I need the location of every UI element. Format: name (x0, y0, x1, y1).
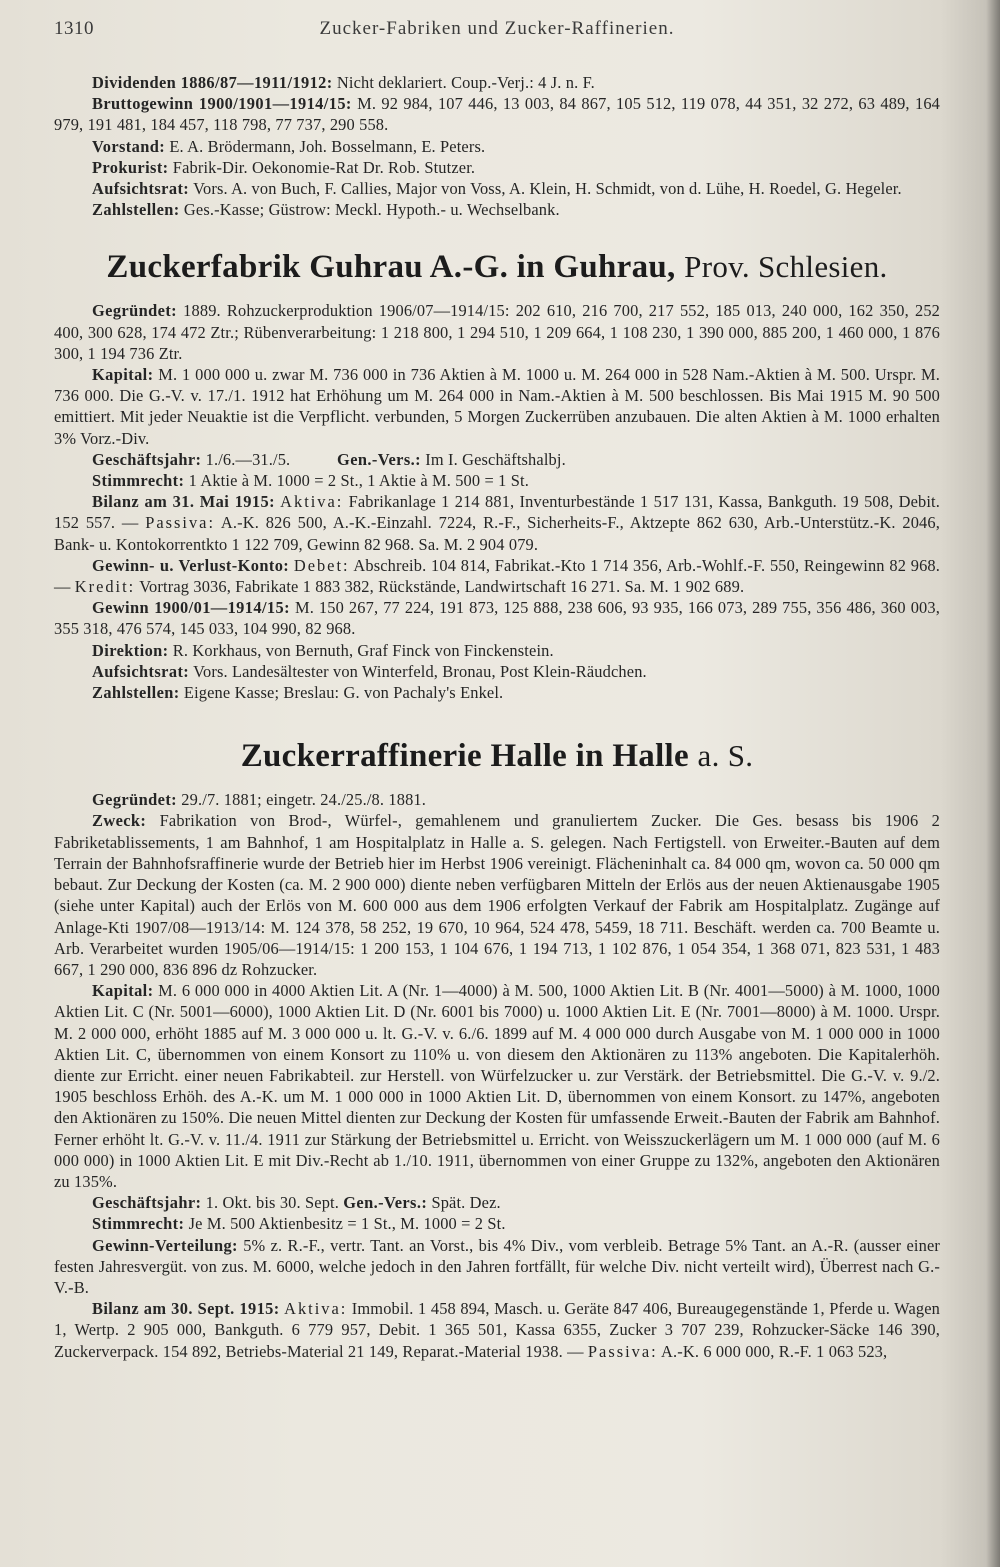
guhrau-gewinn-text: M. 150 267, 77 224, 191 873, 125 888, 238 606, 93 935, 166 073, 289 755, 356 486, 360 003, 355 318, 476 574, 145 033, 104 990, 82 968. (54, 598, 940, 639)
halle-zweck-label: Zweck: (92, 811, 147, 831)
bruttogewinn-text: M. 92 984, 107 446, 13 003, 84 867, 105 512, 119 078, 44 351, 32 272, 63 489, 164 979, 191 481, 184 457, 118 798, 77 737, 290 558. (54, 94, 941, 135)
prokurist-label: Prokurist: (92, 157, 169, 177)
halle-bilanz-paragraph (54, 1298, 940, 1362)
dividenden-paragraph (54, 72, 940, 93)
halle-stimmrecht-label: Stimmrecht: (92, 1214, 185, 1234)
guhrau-stimmrecht-label: Stimmrecht: (92, 471, 185, 491)
aufsichtsrat-label: Aufsichtsrat: (92, 179, 190, 199)
guhrau-gegruendet-paragraph (54, 300, 940, 364)
halle-gegruendet-label: Gegründet: (92, 790, 178, 810)
guhrau-stimmrecht-text: 1 Aktie à M. 1000 = 2 St., 1 Aktie à M. 500 = 1 St. (188, 471, 529, 491)
guhrau-bilanz-label: Bilanz am 31. Mai 1915: (92, 492, 275, 512)
halle-kapital-label: Kapital: (92, 981, 154, 1001)
guhrau-zahlstellen-text: Eigene Kasse; Breslau: G. von Pachaly's Enkel. (183, 683, 504, 703)
halle-stimmrecht-text: Je M. 500 Aktienbesitz = 1 St., M. 1000 = 2 St. (188, 1214, 506, 1234)
page-edge-shadow (986, 0, 1000, 1567)
vorstand-text: E. A. Brödermann, Joh. Bosselmann, E. Peters. (169, 136, 486, 156)
page-content (54, 18, 940, 1362)
halle-aktiva-word: Aktiva: (284, 1299, 348, 1319)
halle-zweck-text: Fabrikation von Brod-, Würfel-, gemahlenem und granuliertem Zucker. Die Ges. besass bis 1906 2 Fabriketablissements, 1 am Bahnhof, 1 am Hospitalplatz in Halle a. S. gelegen. Nach Fertigstell. von Erweiter.-Bauten auf dem Terrain der Bahnhofsraffinerie wurde der Betrieb hier im Herbst 1906 vereinigt. Flächeninhalt ca. 84 000 qm, wovon ca. 50 000 qm bebaut. Zur Deckung der Kosten (ca. M. 2 900 000) diente neben verfügbaren Mitteln der Erlös aus der neuen Aktienausgabe 1905 (siehe unter Kapital) auch der Erlös von M. 600 000 aus dem 1906 erfolgten Verkauf der Fabrik am Hospitalplatz. Zugänge auf Anlage-Kti 1907/08—1913/14: M. 124 378, 58 252, 19 670, 10 964, 524 478, 5459, 18 711. Beschäft. werden ca. 700 Beamte u. Arb. Verarbeitet wurden 1905/06—1914/15: 1 200 153, 1 104 676, 1 194 713, 1 102 876, 1 054 354, 1 368 071, 823 531, 1 483 667, 1 290 000, 836 896 dz Rohzucker. (54, 811, 941, 979)
halle-entry (54, 789, 940, 1361)
guhrau-passiva-word: Passiva: (145, 513, 216, 533)
guhrau-aktiva-word: Aktiva: (280, 492, 344, 512)
halle-passiva-text: A.-K. 6 000 000, R.-F. 1 063 523, (661, 1341, 888, 1361)
guhrau-geschaeftsjahr-paragraph (54, 449, 940, 470)
halle-kapital-paragraph (54, 980, 940, 1192)
guhrau-geschaeftsjahr-text: 1./6.—31./5. (205, 449, 291, 469)
guhrau-zahlstellen-paragraph (54, 682, 940, 703)
company-title-guhrau (54, 248, 940, 286)
vorstand-paragraph (54, 136, 940, 157)
vorstand-label: Vorstand: (92, 136, 166, 156)
dividenden-label: Dividenden 1886/87—1911/1912: (92, 73, 333, 92)
zahlstellen-label: Zahlstellen: (92, 200, 180, 220)
guhrau-aufsichtsrat-paragraph (54, 661, 940, 682)
guhrau-guv-label: Gewinn- u. Verlust-Konto: (92, 555, 290, 575)
guhrau-kapital-label: Kapital: (92, 365, 154, 385)
halle-geschaeftsjahr-paragraph (54, 1192, 940, 1213)
guhrau-aufsichtsrat-label: Aufsichtsrat: (92, 661, 190, 681)
company-title-halle-location: a. S. (697, 738, 754, 774)
guhrau-direktion-paragraph (54, 640, 940, 661)
bruttogewinn-paragraph (54, 93, 940, 135)
guhrau-aufsichtsrat-text: Vors. Landesältester von Winterfeld, Bronau, Post Klein-Räudchen. (193, 661, 647, 681)
guhrau-genvers-label: Gen.-Vers.: (337, 449, 421, 469)
guhrau-kapital-paragraph (54, 364, 940, 449)
halle-passiva-word: Passiva: (587, 1341, 658, 1361)
zahlstellen-paragraph (54, 199, 940, 220)
zahlstellen-text: Ges.-Kasse; Güstrow: Meckl. Hypoth.- u. Wechselbank. (183, 200, 560, 220)
guhrau-kapital-text: M. 1 000 000 u. zwar M. 736 000 in 736 Aktien à M. 1000 u. M. 264 000 in 528 Nam.-Aktien à M. 500. Urspr. M. 736 000. Die G.-V. v. 17./1. 1912 hat Erhöhung um M. 264 000 in Nam.-Aktien à M. 500 beschlossen. Bis Mai 1915 M. 90 500 emittiert. Mit jeder Neuaktie ist die Verpflicht. verbunden, 5 Morgen Zuckerrüben anzubauen. Die alten Aktien à M. 1000 erhalten 3% Vorz.-Div. (54, 365, 940, 448)
prokurist-paragraph (54, 157, 940, 178)
halle-gewinnverteilung-text: 5% z. R.-F., vertr. Tant. an Vorst., bis 4% Div., vom verbleib. Betrage 5% Tant. an A.-R. (ausser einer festen Jahresvergüt. von zus. M. 6000, welche jedoch in den Jahren fortfällt, für welche Div. nicht verteilt wird), Überrest nach G.-V.-B. (54, 1235, 940, 1297)
halle-geschaeftsjahr-text: 1. Okt. bis 30. Sept. (205, 1193, 340, 1213)
guhrau-debet-word: Debet: (293, 555, 350, 575)
page-header (54, 18, 940, 58)
halle-genvers-label: Gen.-Vers.: (343, 1193, 428, 1213)
guhrau-debet-text: Abschreib. 104 814, Fabrikat.-Kto 1 714 356, Arb.-Wohlf.-F. 550, Reingewinn 82 968. — (54, 555, 941, 597)
guhrau-stimmrecht-paragraph (54, 470, 940, 491)
bruttogewinn-label: Bruttogewinn 1900/1901—1914/15: (92, 94, 352, 114)
guhrau-genvers-text: Im I. Geschäftshalbj. (425, 449, 566, 469)
page-number: 1310 (54, 18, 94, 39)
halle-gewinnverteilung-paragraph (54, 1235, 940, 1299)
guhrau-geschaeftsjahr-label: Geschäftsjahr: (92, 449, 202, 469)
halle-gewinnverteilung-label: Gewinn-Verteilung: (92, 1235, 238, 1255)
guhrau-passiva-text: A.-K. 826 500, A.-K.-Einzahl. 7224, R.-F., Sicherheits-F., Aktzepte 862 630, Arb.-Unterstütz.-K. 2046, Bank- u. Kontokorrentkto 1 122 709, Gewinn 82 968. Sa. M. 2 904 079. (54, 513, 940, 554)
running-title: Zucker-Fabriken und Zucker-Raffinerien. (319, 18, 675, 39)
guhrau-gewinn-label: Gewinn 1900/01—1914/15: (92, 598, 290, 618)
halle-geschaeftsjahr-label: Geschäftsjahr: (92, 1193, 202, 1213)
halle-gegruendet-text: 29./7. 1881; eingetr. 24./25./8. 1881. (181, 790, 427, 810)
company-title-guhrau-location: Prov. Schlesien. (684, 249, 888, 285)
prokurist-text: Fabrik-Dir. Oekonomie-Rat Dr. Rob. Stutzer. (172, 157, 476, 177)
dividenden-text: Nicht deklariert. Coup.-Verj.: 4 J. n. F. (336, 73, 595, 92)
guhrau-zahlstellen-label: Zahlstellen: (92, 683, 180, 703)
halle-bilanz-label: Bilanz am 30. Sept. 1915: (92, 1299, 280, 1319)
guhrau-direktion-label: Direktion: (92, 640, 169, 660)
guhrau-guv-paragraph (54, 555, 940, 597)
halle-stimmrecht-paragraph (54, 1213, 940, 1234)
aufsichtsrat-paragraph (54, 178, 940, 199)
halle-aktiva-text: Immobil. 1 458 894, Masch. u. Geräte 847 406, Bureaugegenstände 1, Pferde u. Wagen 1, Wertp. 2 905 000, Bankguth. 6 779 957, Debit. 1 365 501, Kassa 6355, Zucker 3 707 239, Rohzucker-Säcke 146 390, Zuckerverpack. 154 892, Betriebs-Material 21 149, Reparat.-Material 1938. — (54, 1299, 941, 1361)
halle-gegruendet-paragraph (54, 789, 940, 810)
company-title-halle-main: Zuckerraffinerie Halle in Halle (240, 738, 689, 775)
guhrau-gegruendet-label: Gegründet: (92, 301, 178, 321)
guhrau-bilanz-paragraph (54, 491, 940, 555)
halle-zweck-paragraph (54, 810, 940, 980)
guhrau-aktiva-text: Fabrikanlage 1 214 881, Inventurbestände 1 517 131, Kassa, Bankguth. 19 508, Debit. 152 557. — (54, 492, 940, 533)
halle-genvers-text: Spät. Dez. (431, 1193, 501, 1213)
guhrau-entry (54, 300, 940, 703)
previous-entry-continuation (54, 72, 940, 220)
guhrau-gegruendet-text: 1889. Rohzuckerproduktion 1906/07—1914/15: 202 610, 216 700, 217 552, 185 013, 240 000, 162 350, 252 400, 300 628, 174 472 Ztr.; Rübenverarbeitung: 1 218 800, 1 294 510, 1 209 664, 1 108 230, 1 390 000, 885 200, 1 460 000, 1 876 300, 1 194 736 Ztr. (54, 301, 941, 363)
guhrau-direktion-text: R. Korkhaus, von Bernuth, Graf Finck von Finckenstein. (172, 640, 554, 660)
guhrau-gewinn-paragraph (54, 597, 940, 639)
halle-kapital-text: M. 6 000 000 in 4000 Aktien Lit. A (Nr. 1—4000) à M. 500, 1000 Aktien Lit. B (Nr. 4001—5000) à M. 1000, 1000 Aktien Lit. C (Nr. 5001—6000), 1000 Aktien Lit. D (Nr. 6001 bis 7000) u. 1000 Aktien Lit. E (Nr. 7001—8000) à M. 1000. Urspr. M. 2 000 000, erhöht 1885 auf M. 3 000 000 u. lt. G.-V. v. 6./6. 1899 auf M. 4 000 000 durch Ausgabe von M. 1 000 000 in 1000 Aktien Lit. C, übernommen von einem Konsort zu 110% u. von diesem den Aktionären zu 113% angeboten. Die Kapitalerhöh. diente zur Erricht. einer neuen Fabrikabteil. zur Herstell. von Würfelzucker u. zur Verstärk. der Betriebsmittel. Die G.-V. v. 9./2. 1905 beschloss Erhöh. des A.-K. um M. 1 000 000 in 1000 Aktien Lit. D, übernommen von einem Konsort. zu 147%, angeboten den Aktionären zu 150%. Die neuen Mittel dienten zur Deckung der Kosten für umfassende Erweit.-Bauten der Fabrik am Bahnhof. Ferner erhöht lt. G.-V. v. 11./4. 1911 zur Stärkung der Betriebsmittel u. Erricht. von Weisszuckerlägern um M. 1 000 000 (auf M. 6 000 000) in 1000 Aktien Lit. E mit Div.-Recht ab 1./10. 1911, übernommen von einer Gruppe zu 132%, angeboten den Aktionären zu 135%. (54, 981, 941, 1191)
guhrau-kredit-text: Vortrag 3036, Fabrikate 1 883 382, Rückstände, Landwirtschaft 16 271. Sa. M. 1 902 689. (139, 577, 745, 597)
aufsichtsrat-text: Vors. A. von Buch, F. Callies, Major von Voss, A. Klein, H. Schmidt, von d. Lühe, H. Roedel, G. Hegeler. (193, 179, 902, 199)
guhrau-kredit-word: Kredit: (74, 577, 136, 597)
company-title-guhrau-main: Zuckerfabrik Guhrau A.-G. in Guhrau, (106, 249, 676, 286)
company-title-halle (54, 737, 940, 775)
